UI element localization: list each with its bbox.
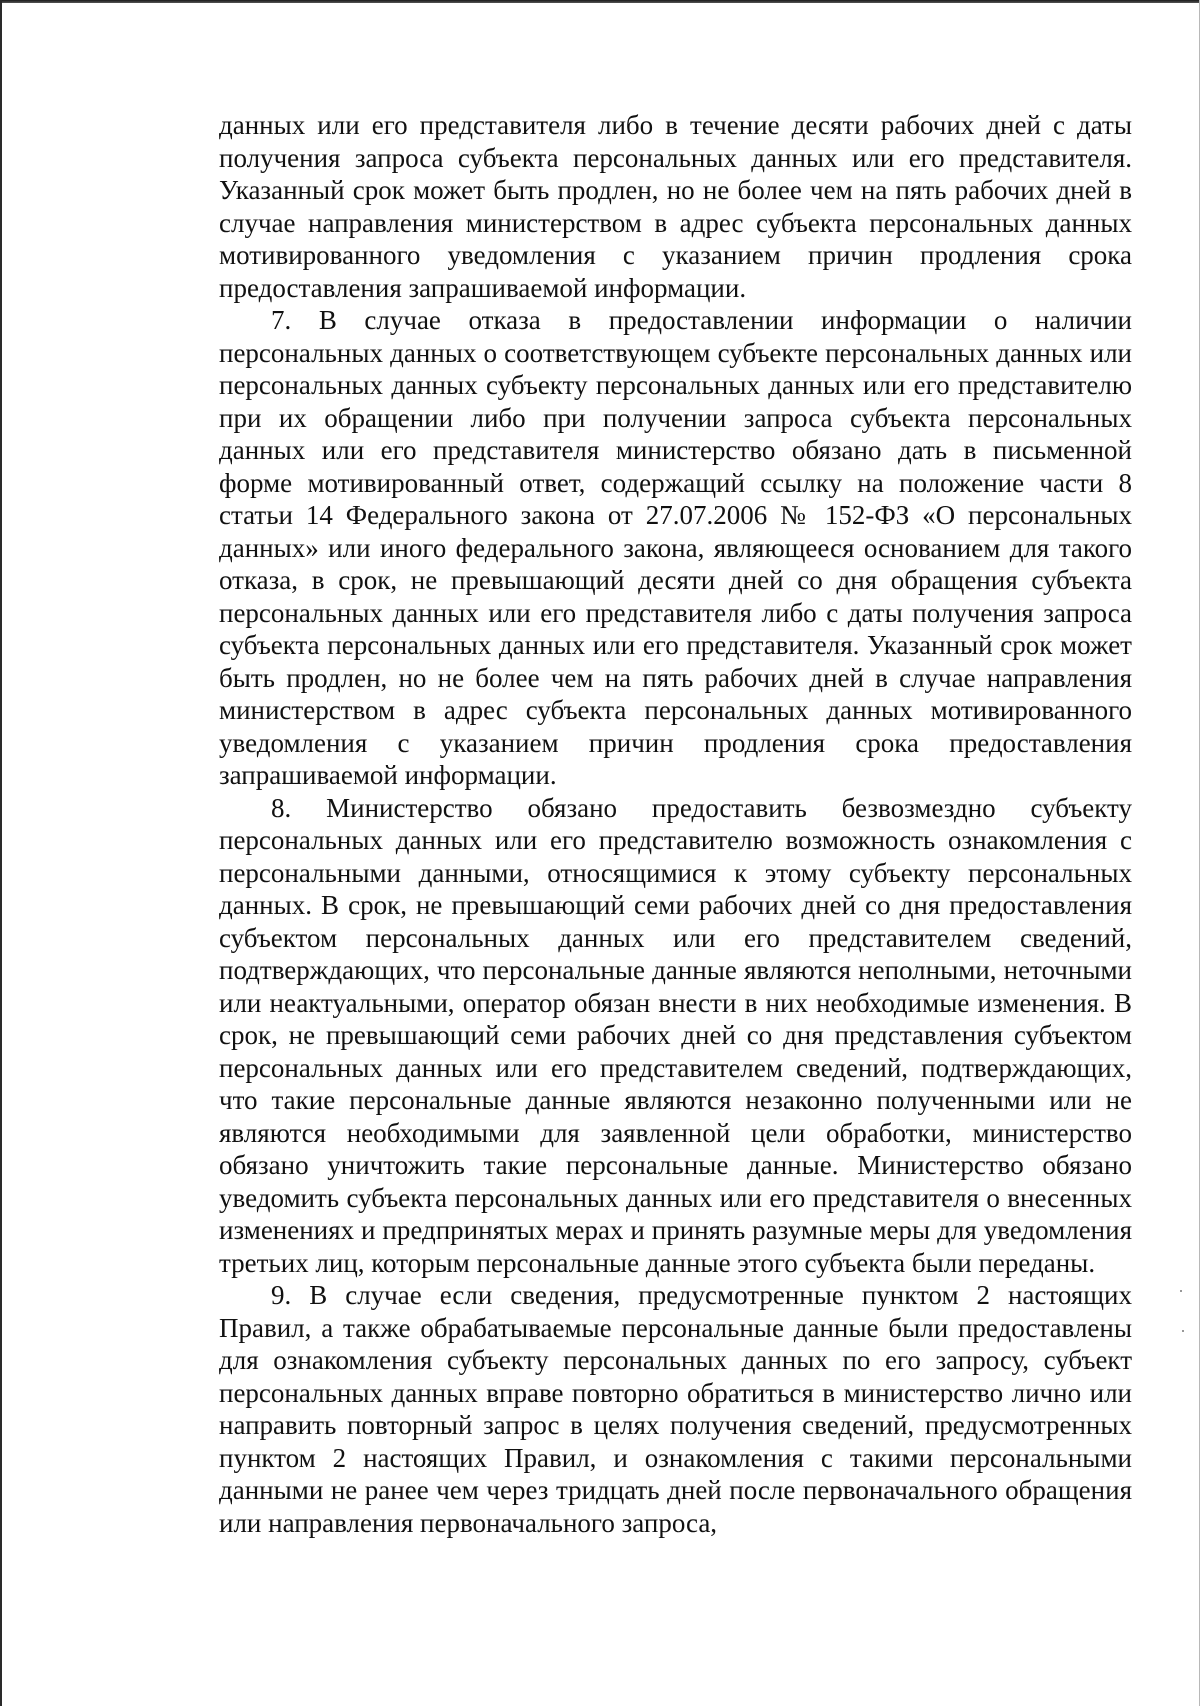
paragraph-7: 7. В случае отказа в предоставлении информации о наличии персональных данных о соответствующем субъекте персональных данных или персональных данных субъекту персональных данных или его представителю при их обращении либо при получении запроса субъекта персональных данных или его представителя министерство обязано дать в письменной форме мотивированный ответ, содержащий ссылку на положение части 8 статьи 14 Федерального закона от 27.07.2006 № 152-ФЗ «О персональных данных» или иного федерального закона, являющееся основанием для такого отказа, в срок, не превышающий десяти дней со дня обращения субъекта персональных данных или его представителя либо с даты получения запроса субъекта персональных данных или его представителя. Указанный срок может быть продлен, но не более чем на пять рабочих дней в случае направления министерством в адрес субъекта персональных данных мотивированного уведомления с указанием причин продления срока предоставления запрашиваемой информации. [219,305,1132,790]
scan-speck [1180,1290,1182,1292]
scan-edge-top [0,0,1200,3]
paragraph-8: 8. Министерство обязано предоставить безвозмездно субъекту персональных данных или его представителю возможность ознакомления с персональными данными, относящимися к этому субъекту персональных данных. В срок, не превышающий семи рабочих дней со дня предоставления субъектом персональных данных или его представителем сведений, подтверждающих, что персональные данные являются неполными, неточными или неактуальными, оператор обязан внести в них необходимые изменения. В срок, не превышающий семи рабочих дней со дня представления субъектом персональных данных или его представителем сведений, подтверждающих, что такие персональные данные являются незаконно полученными или не являются необходимыми для заявленной цели обработки, министерство обязано уничтожить такие персональные данные. Министерство обязано уведомить субъекта персональных данных или его представителя о внесенных изменениях и предпринятых мерах и принять разумные меры для уведомления третьих лиц, которым персональные данные этого субъекта были переданы. [219,792,1132,1278]
document-body [219,109,1132,1539]
paragraph-9: 9. В случае если сведения, предусмотренные пунктом 2 настоящих Правил, а также обрабатываемые персональные данные были предоставлены для ознакомления субъекту персональных данных по его запросу, субъект персональных данных вправе повторно обратиться в министерство лично или направить повторный запрос в целях получения сведений, предусмотренных пунктом 2 настоящих Правил, и ознакомления с такими персональными данными не ранее чем через тридцать дней после первоначального обращения или направления первоначального запроса, [219,1280,1132,1538]
scan-edge-left [0,0,2,1706]
scan-speck [1182,1330,1184,1332]
paragraph-continuation: данных или его представителя либо в течение десяти рабочих дней с даты получения запроса субъекта персональных данных или его представителя. Указанный срок может быть продлен, но не более чем на пять рабочих дней в случае направления министерством в адрес субъекта персональных данных мотивированного уведомления с указанием причин продления срока предоставления запрашиваемой информации. [219,110,1132,303]
